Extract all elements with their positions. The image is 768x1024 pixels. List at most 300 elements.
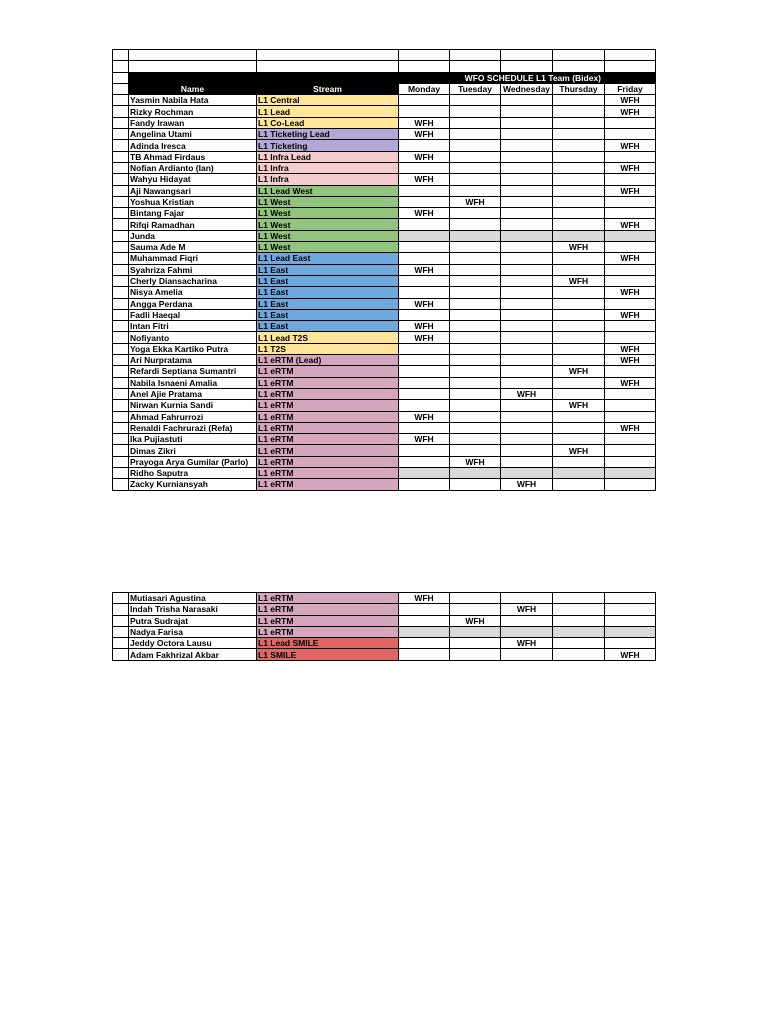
employee-name: Bintang Fajar bbox=[129, 208, 257, 219]
row-index-cell bbox=[113, 287, 129, 298]
day-cell-thursday: WFH bbox=[553, 366, 605, 377]
row-index-cell bbox=[113, 422, 129, 433]
schedule-row bbox=[113, 343, 656, 354]
day-cell-thursday bbox=[553, 479, 605, 490]
day-cell-tuesday bbox=[450, 343, 501, 354]
day-cell-tuesday bbox=[450, 321, 501, 332]
schedule-row bbox=[113, 309, 656, 320]
row-index-cell bbox=[113, 275, 129, 286]
day-cell-thursday bbox=[553, 196, 605, 207]
day-cell-monday: WFH bbox=[399, 264, 450, 275]
employee-name: Junda bbox=[129, 230, 257, 241]
day-cell-friday: WFH bbox=[605, 162, 656, 173]
day-cell-wednesday bbox=[501, 649, 553, 660]
day-cell-tuesday bbox=[450, 117, 501, 128]
schedule-row bbox=[113, 140, 656, 151]
row-index-cell bbox=[113, 377, 129, 388]
day-cell-monday bbox=[399, 615, 450, 626]
day-cell-wednesday bbox=[501, 298, 553, 309]
row-index-cell bbox=[113, 388, 129, 399]
day-cell-monday bbox=[399, 479, 450, 490]
stream-cell: L1 eRTM bbox=[257, 456, 399, 467]
employee-name: Adam Fakhrizal Akbar bbox=[129, 649, 257, 660]
day-cell-monday: WFH bbox=[399, 593, 450, 604]
day-cell-thursday bbox=[553, 422, 605, 433]
day-cell-thursday bbox=[553, 411, 605, 422]
day-cell-monday bbox=[399, 287, 450, 298]
day-cell-tuesday bbox=[450, 388, 501, 399]
row-index-cell bbox=[113, 366, 129, 377]
day-cell-monday bbox=[399, 388, 450, 399]
day-cell-thursday bbox=[553, 253, 605, 264]
day-cell-thursday bbox=[553, 162, 605, 173]
employee-name: Rifqi Ramadhan bbox=[129, 219, 257, 230]
day-cell-monday bbox=[399, 219, 450, 230]
day-cell-monday bbox=[399, 604, 450, 615]
day-cell-friday bbox=[605, 117, 656, 128]
day-cell-monday bbox=[399, 140, 450, 151]
row-index-cell bbox=[113, 604, 129, 615]
day-cell-friday: WFH bbox=[605, 422, 656, 433]
employee-name: Dimas Zikri bbox=[129, 445, 257, 456]
day-cell-thursday bbox=[553, 434, 605, 445]
day-cell-friday bbox=[605, 604, 656, 615]
day-cell-friday: WFH bbox=[605, 343, 656, 354]
day-cell-thursday bbox=[553, 185, 605, 196]
day-cell-monday bbox=[399, 230, 450, 241]
day-cell-tuesday bbox=[450, 593, 501, 604]
stream-cell: L1 eRTM bbox=[257, 400, 399, 411]
schedule-row bbox=[113, 174, 656, 185]
day-cell-thursday: WFH bbox=[553, 400, 605, 411]
schedule-row bbox=[113, 377, 656, 388]
day-cell-friday bbox=[605, 593, 656, 604]
row-index-cell bbox=[113, 321, 129, 332]
employee-name: Nofian Ardianto (Ian) bbox=[129, 162, 257, 173]
row-index-cell bbox=[113, 106, 129, 117]
stream-cell: L1 East bbox=[257, 287, 399, 298]
row-index-cell bbox=[113, 208, 129, 219]
day-cell-thursday bbox=[553, 343, 605, 354]
stream-cell: L1 Co-Lead bbox=[257, 117, 399, 128]
row-index-cell bbox=[113, 298, 129, 309]
schedule-row bbox=[113, 479, 656, 490]
day-cell-tuesday bbox=[450, 626, 501, 637]
day-cell-tuesday bbox=[450, 106, 501, 117]
day-cell-tuesday bbox=[450, 253, 501, 264]
day-cell-tuesday bbox=[450, 400, 501, 411]
stream-cell: L1 Ticketing bbox=[257, 140, 399, 151]
tuesday-header: Tuesday bbox=[450, 83, 501, 94]
day-cell-tuesday bbox=[450, 434, 501, 445]
stream-cell: L1 eRTM bbox=[257, 615, 399, 626]
employee-name: Refardi Septiana Sumantri bbox=[129, 366, 257, 377]
day-cell-friday bbox=[605, 264, 656, 275]
day-cell-tuesday bbox=[450, 230, 501, 241]
row-index-cell bbox=[113, 615, 129, 626]
monday-header: Monday bbox=[399, 83, 450, 94]
day-cell-thursday bbox=[553, 129, 605, 140]
stream-header: Stream bbox=[257, 83, 399, 94]
employee-name: Rizky Rochman bbox=[129, 106, 257, 117]
employee-name: Ahmad Fahrurrozi bbox=[129, 411, 257, 422]
day-cell-tuesday bbox=[450, 298, 501, 309]
row-index-cell bbox=[113, 355, 129, 366]
day-cell-thursday bbox=[553, 309, 605, 320]
schedule-row bbox=[113, 467, 656, 478]
stream-cell: L1 Lead West bbox=[257, 185, 399, 196]
stream-cell: L1 West bbox=[257, 242, 399, 253]
day-cell-tuesday bbox=[450, 366, 501, 377]
day-cell-monday bbox=[399, 355, 450, 366]
row-index-cell bbox=[113, 332, 129, 343]
day-cell-tuesday bbox=[450, 162, 501, 173]
day-cell-thursday bbox=[553, 140, 605, 151]
row-index-cell bbox=[113, 151, 129, 162]
day-cell-friday bbox=[605, 626, 656, 637]
day-cell-wednesday bbox=[501, 366, 553, 377]
schedule-row bbox=[113, 456, 656, 467]
day-cell-tuesday bbox=[450, 604, 501, 615]
stream-cell: L1 Lead T2S bbox=[257, 332, 399, 343]
day-cell-thursday bbox=[553, 649, 605, 660]
day-cell-monday: WFH bbox=[399, 298, 450, 309]
schedule-row bbox=[113, 434, 656, 445]
row-index-cell bbox=[113, 140, 129, 151]
day-cell-thursday: WFH bbox=[553, 275, 605, 286]
day-cell-monday bbox=[399, 106, 450, 117]
day-cell-thursday bbox=[553, 219, 605, 230]
day-cell-tuesday bbox=[450, 332, 501, 343]
day-cell-monday: WFH bbox=[399, 321, 450, 332]
day-cell-thursday bbox=[553, 106, 605, 117]
day-cell-thursday bbox=[553, 615, 605, 626]
day-cell-wednesday bbox=[501, 264, 553, 275]
stream-cell: L1 Lead bbox=[257, 106, 399, 117]
employee-name: Zacky Kurniansyah bbox=[129, 479, 257, 490]
schedule-table-main bbox=[112, 49, 656, 491]
day-cell-wednesday bbox=[501, 230, 553, 241]
day-cell-tuesday: WFH bbox=[450, 196, 501, 207]
day-cell-monday bbox=[399, 196, 450, 207]
day-cell-monday bbox=[399, 242, 450, 253]
day-cell-monday bbox=[399, 185, 450, 196]
day-cell-wednesday bbox=[501, 174, 553, 185]
day-cell-wednesday bbox=[501, 275, 553, 286]
schedule-row bbox=[113, 638, 656, 649]
schedule-row bbox=[113, 208, 656, 219]
day-cell-friday bbox=[605, 298, 656, 309]
day-cell-wednesday bbox=[501, 242, 553, 253]
row-index-cell bbox=[113, 411, 129, 422]
stream-cell: L1 eRTM bbox=[257, 388, 399, 399]
day-cell-friday bbox=[605, 615, 656, 626]
day-cell-thursday bbox=[553, 117, 605, 128]
schedule-row bbox=[113, 445, 656, 456]
day-cell-thursday: WFH bbox=[553, 242, 605, 253]
day-cell-friday bbox=[605, 400, 656, 411]
employee-name: Aji Nawangsari bbox=[129, 185, 257, 196]
day-cell-tuesday bbox=[450, 445, 501, 456]
day-cell-thursday bbox=[553, 174, 605, 185]
day-cell-tuesday bbox=[450, 275, 501, 286]
day-cell-tuesday: WFH bbox=[450, 615, 501, 626]
day-cell-thursday bbox=[553, 593, 605, 604]
row-index-cell bbox=[113, 253, 129, 264]
day-cell-friday bbox=[605, 456, 656, 467]
employee-name: Indah Trisha Narasaki bbox=[129, 604, 257, 615]
day-cell-wednesday: WFH bbox=[501, 479, 553, 490]
day-cell-wednesday bbox=[501, 434, 553, 445]
day-cell-monday bbox=[399, 309, 450, 320]
schedule-row bbox=[113, 388, 656, 399]
employee-name: Fadli Haeqal bbox=[129, 309, 257, 320]
day-cell-wednesday: WFH bbox=[501, 604, 553, 615]
schedule-row bbox=[113, 95, 656, 106]
row-index-cell bbox=[113, 456, 129, 467]
day-cell-friday bbox=[605, 479, 656, 490]
day-cell-tuesday bbox=[450, 264, 501, 275]
day-cell-tuesday bbox=[450, 219, 501, 230]
day-cell-tuesday bbox=[450, 129, 501, 140]
day-cell-monday: WFH bbox=[399, 434, 450, 445]
stream-cell: L1 eRTM (Lead) bbox=[257, 355, 399, 366]
row-index-cell bbox=[113, 129, 129, 140]
row-index-cell bbox=[113, 309, 129, 320]
day-cell-friday bbox=[605, 129, 656, 140]
stream-cell: L1 eRTM bbox=[257, 411, 399, 422]
row-index-cell bbox=[113, 479, 129, 490]
schedule-row bbox=[113, 162, 656, 173]
day-cell-monday bbox=[399, 366, 450, 377]
schedule-row bbox=[113, 185, 656, 196]
day-cell-tuesday bbox=[450, 208, 501, 219]
employee-name: Nofiyanto bbox=[129, 332, 257, 343]
stream-cell: L1 Infra bbox=[257, 162, 399, 173]
schedule-row bbox=[113, 411, 656, 422]
day-cell-thursday: WFH bbox=[553, 445, 605, 456]
day-cell-monday bbox=[399, 638, 450, 649]
day-cell-wednesday bbox=[501, 196, 553, 207]
day-cell-wednesday bbox=[501, 355, 553, 366]
schedule-row bbox=[113, 298, 656, 309]
day-cell-monday bbox=[399, 400, 450, 411]
day-cell-tuesday bbox=[450, 638, 501, 649]
day-cell-thursday bbox=[553, 638, 605, 649]
employee-name: Syahriza Fahmi bbox=[129, 264, 257, 275]
day-cell-friday: WFH bbox=[605, 649, 656, 660]
day-cell-monday bbox=[399, 95, 450, 106]
day-cell-monday bbox=[399, 253, 450, 264]
name-header: Name bbox=[129, 83, 257, 94]
day-cell-wednesday bbox=[501, 309, 553, 320]
day-cell-tuesday bbox=[450, 422, 501, 433]
schedule-row bbox=[113, 626, 656, 637]
schedule-table-secondary bbox=[112, 592, 656, 661]
row-index-cell bbox=[113, 434, 129, 445]
day-cell-friday bbox=[605, 445, 656, 456]
day-cell-thursday bbox=[553, 321, 605, 332]
day-cell-tuesday bbox=[450, 140, 501, 151]
stream-cell: L1 East bbox=[257, 298, 399, 309]
schedule-row bbox=[113, 287, 656, 298]
day-cell-thursday bbox=[553, 456, 605, 467]
day-cell-thursday bbox=[553, 208, 605, 219]
day-cell-tuesday bbox=[450, 151, 501, 162]
stream-cell: L1 eRTM bbox=[257, 467, 399, 478]
stream-cell: L1 eRTM bbox=[257, 593, 399, 604]
day-cell-friday: WFH bbox=[605, 106, 656, 117]
day-cell-wednesday bbox=[501, 129, 553, 140]
day-cell-friday bbox=[605, 332, 656, 343]
schedule-row bbox=[113, 355, 656, 366]
day-cell-tuesday bbox=[450, 95, 501, 106]
employee-name: Nadya Farisa bbox=[129, 626, 257, 637]
day-cell-wednesday bbox=[501, 626, 553, 637]
schedule-row bbox=[113, 219, 656, 230]
day-cell-thursday bbox=[553, 388, 605, 399]
day-cell-wednesday bbox=[501, 208, 553, 219]
employee-name: Putra Sudrajat bbox=[129, 615, 257, 626]
day-cell-friday bbox=[605, 411, 656, 422]
employee-name: Jeddy Octora Lausu bbox=[129, 638, 257, 649]
header-row bbox=[113, 83, 656, 94]
stream-cell: L1 eRTM bbox=[257, 604, 399, 615]
employee-name: Anel Ajie Pratama bbox=[129, 388, 257, 399]
stream-cell: L1 eRTM bbox=[257, 434, 399, 445]
schedule-row bbox=[113, 422, 656, 433]
day-cell-tuesday bbox=[450, 242, 501, 253]
stream-cell: L1 East bbox=[257, 275, 399, 286]
day-cell-friday: WFH bbox=[605, 309, 656, 320]
day-cell-wednesday bbox=[501, 593, 553, 604]
schedule-row bbox=[113, 615, 656, 626]
day-cell-friday: WFH bbox=[605, 287, 656, 298]
day-cell-wednesday bbox=[501, 400, 553, 411]
stream-cell: L1 eRTM bbox=[257, 377, 399, 388]
schedule-row bbox=[113, 332, 656, 343]
day-cell-tuesday bbox=[450, 355, 501, 366]
stream-cell: L1 Lead SMILE bbox=[257, 638, 399, 649]
day-cell-friday: WFH bbox=[605, 253, 656, 264]
day-cell-wednesday bbox=[501, 332, 553, 343]
day-cell-friday bbox=[605, 388, 656, 399]
row-index-cell bbox=[113, 117, 129, 128]
row-index-cell bbox=[113, 242, 129, 253]
employee-name: Sauma Ade M bbox=[129, 242, 257, 253]
employee-name: Cherly Diansacharina bbox=[129, 275, 257, 286]
employee-name: Nisya Amelia bbox=[129, 287, 257, 298]
schedule-row bbox=[113, 117, 656, 128]
day-cell-monday bbox=[399, 467, 450, 478]
day-cell-thursday bbox=[553, 377, 605, 388]
stream-cell: L1 East bbox=[257, 264, 399, 275]
stream-cell: L1 eRTM bbox=[257, 445, 399, 456]
day-cell-monday bbox=[399, 377, 450, 388]
employee-name: Muhammad Fiqri bbox=[129, 253, 257, 264]
day-cell-friday bbox=[605, 638, 656, 649]
title-row bbox=[113, 72, 656, 83]
day-cell-wednesday bbox=[501, 117, 553, 128]
day-cell-friday bbox=[605, 196, 656, 207]
stream-cell: L1 East bbox=[257, 309, 399, 320]
employee-name: Nabila Isnaeni Amalia bbox=[129, 377, 257, 388]
blank-row bbox=[113, 50, 656, 61]
day-cell-monday bbox=[399, 343, 450, 354]
day-cell-wednesday bbox=[501, 162, 553, 173]
schedule-row bbox=[113, 649, 656, 660]
day-cell-friday: WFH bbox=[605, 219, 656, 230]
day-cell-tuesday bbox=[450, 649, 501, 660]
day-cell-tuesday bbox=[450, 287, 501, 298]
thursday-header: Thursday bbox=[553, 83, 605, 94]
day-cell-wednesday bbox=[501, 411, 553, 422]
day-cell-tuesday bbox=[450, 185, 501, 196]
day-cell-wednesday bbox=[501, 140, 553, 151]
stream-cell: L1 Infra bbox=[257, 174, 399, 185]
row-index-cell bbox=[113, 230, 129, 241]
blank-row bbox=[113, 61, 656, 72]
day-cell-friday bbox=[605, 467, 656, 478]
day-cell-monday: WFH bbox=[399, 411, 450, 422]
day-cell-monday: WFH bbox=[399, 117, 450, 128]
day-cell-tuesday bbox=[450, 309, 501, 320]
schedule-row bbox=[113, 129, 656, 140]
day-cell-thursday bbox=[553, 230, 605, 241]
row-index-cell bbox=[113, 162, 129, 173]
day-cell-thursday bbox=[553, 626, 605, 637]
stream-cell: L1 West bbox=[257, 208, 399, 219]
row-index-cell bbox=[113, 467, 129, 478]
stream-cell: L1 eRTM bbox=[257, 422, 399, 433]
row-index-cell bbox=[113, 638, 129, 649]
schedule-row bbox=[113, 264, 656, 275]
day-cell-monday: WFH bbox=[399, 129, 450, 140]
day-cell-friday: WFH bbox=[605, 95, 656, 106]
day-cell-wednesday bbox=[501, 445, 553, 456]
employee-name: Ari Nurpratama bbox=[129, 355, 257, 366]
schedule-row bbox=[113, 242, 656, 253]
day-cell-friday: WFH bbox=[605, 377, 656, 388]
day-cell-friday bbox=[605, 151, 656, 162]
schedule-row bbox=[113, 275, 656, 286]
day-cell-wednesday bbox=[501, 151, 553, 162]
day-cell-wednesday bbox=[501, 377, 553, 388]
day-cell-friday bbox=[605, 208, 656, 219]
schedule-row bbox=[113, 230, 656, 241]
day-cell-wednesday: WFH bbox=[501, 638, 553, 649]
schedule-row bbox=[113, 400, 656, 411]
day-cell-wednesday bbox=[501, 185, 553, 196]
schedule-title: WFO SCHEDULE L1 Team (Bidex) bbox=[399, 72, 656, 83]
day-cell-monday bbox=[399, 275, 450, 286]
day-cell-tuesday bbox=[450, 174, 501, 185]
stream-cell: L1 Lead East bbox=[257, 253, 399, 264]
wednesday-header: Wednesday bbox=[501, 83, 553, 94]
day-cell-thursday bbox=[553, 264, 605, 275]
day-cell-thursday bbox=[553, 604, 605, 615]
row-index-cell bbox=[113, 593, 129, 604]
row-index-cell bbox=[113, 649, 129, 660]
employee-name: Yoga Ekka Kartiko Putra bbox=[129, 343, 257, 354]
schedule-row bbox=[113, 366, 656, 377]
day-cell-monday bbox=[399, 649, 450, 660]
row-index-cell bbox=[113, 400, 129, 411]
employee-name: Angelina Utami bbox=[129, 129, 257, 140]
day-cell-friday bbox=[605, 321, 656, 332]
employee-name: Nirwan Kurnia Sandi bbox=[129, 400, 257, 411]
day-cell-wednesday bbox=[501, 422, 553, 433]
